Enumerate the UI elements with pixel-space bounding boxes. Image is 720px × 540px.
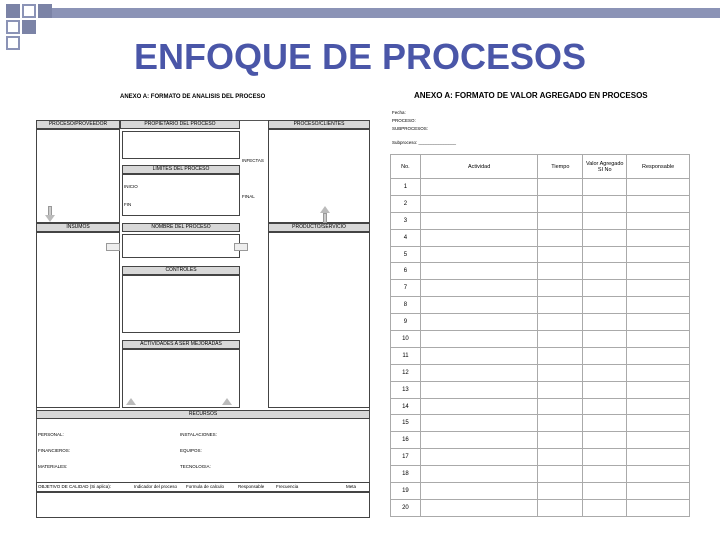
table-row — [391, 179, 690, 196]
table-cell[interactable] — [627, 179, 690, 196]
table-cell[interactable] — [538, 449, 583, 466]
label-materials: MATERIALES: — [38, 464, 68, 469]
arrow-up-icon — [320, 206, 330, 213]
limits-box — [122, 174, 240, 216]
table-cell[interactable] — [538, 314, 583, 331]
table-cell[interactable] — [583, 280, 627, 297]
decor-square — [22, 4, 36, 18]
table-cell[interactable] — [538, 499, 583, 516]
arrow-down-icon — [45, 215, 55, 222]
header-process-name: NOMBRE DEL PROCESO — [122, 223, 240, 232]
table-cell[interactable] — [420, 347, 538, 364]
table-cell[interactable] — [583, 331, 627, 348]
table-cell[interactable] — [583, 364, 627, 381]
header-resources: RECURSOS — [36, 410, 370, 419]
row-number: 4 — [391, 229, 421, 246]
label-technology: TECNOLOGIA: — [180, 464, 211, 469]
table-cell[interactable] — [420, 212, 538, 229]
header-inputs: INSUMOS — [36, 223, 120, 232]
controls-box — [122, 275, 240, 333]
objective-cells — [36, 492, 370, 518]
table-cell[interactable] — [538, 347, 583, 364]
value-added-form — [388, 88, 690, 518]
label-affects: INFECTAS — [242, 158, 264, 163]
table-cell[interactable] — [583, 246, 627, 263]
table-cell[interactable] — [420, 331, 538, 348]
row-number: 14 — [391, 398, 421, 415]
decor-bar — [52, 8, 720, 18]
table-cell[interactable] — [627, 331, 690, 348]
table-cell[interactable] — [420, 195, 538, 212]
owner-box — [122, 131, 240, 159]
table-cell[interactable] — [420, 432, 538, 449]
table-row — [391, 499, 690, 516]
table-row — [391, 364, 690, 381]
label-final: FINAL — [242, 194, 255, 199]
table-row — [391, 280, 690, 297]
table-cell[interactable] — [420, 297, 538, 314]
table-cell[interactable] — [538, 466, 583, 483]
label-indicator: Indicador del proceso — [134, 484, 178, 489]
field-subprocesses: SUBPROCESOS: — [392, 126, 429, 131]
table-row — [391, 449, 690, 466]
header-limits: LIMITES DEL PROCESO — [122, 165, 240, 174]
slide-title: ENFOQUE DE PROCESOS — [133, 36, 587, 77]
left-form-title: ANEXO A: FORMATO DE ANALISIS DEL PROCESO — [120, 94, 266, 100]
row-number: 13 — [391, 381, 421, 398]
table-cell[interactable] — [627, 195, 690, 212]
label-target: Meta — [346, 484, 357, 489]
table-cell[interactable] — [627, 347, 690, 364]
table-cell[interactable] — [538, 246, 583, 263]
table-cell[interactable] — [420, 229, 538, 246]
label-people: PERSONAL: — [38, 432, 64, 437]
table-cell[interactable] — [420, 364, 538, 381]
table-row — [391, 398, 690, 415]
table-cell[interactable] — [583, 263, 627, 280]
label-responsible: Responsable — [238, 484, 265, 489]
table-row — [391, 246, 690, 263]
table-cell[interactable] — [627, 432, 690, 449]
table-cell[interactable] — [583, 212, 627, 229]
table-cell[interactable] — [583, 466, 627, 483]
table-cell[interactable] — [627, 297, 690, 314]
inputs-area — [36, 232, 120, 408]
field-date: Fecha: — [392, 110, 406, 115]
row-number: 12 — [391, 364, 421, 381]
table-row — [391, 195, 690, 212]
table-cell[interactable] — [538, 280, 583, 297]
table-cell[interactable] — [627, 246, 690, 263]
table-row — [391, 432, 690, 449]
table-cell[interactable] — [583, 449, 627, 466]
row-number: 17 — [391, 449, 421, 466]
header-owner: PROPIETARIO DEL PROCESO — [120, 120, 240, 129]
label-formula: Formula de calculo — [186, 484, 225, 489]
row-number: 10 — [391, 331, 421, 348]
table-cell[interactable] — [627, 212, 690, 229]
arrow-up-icon — [126, 398, 136, 405]
row-number: 19 — [391, 483, 421, 500]
table-cell[interactable] — [538, 179, 583, 196]
table-cell[interactable] — [627, 449, 690, 466]
table-row — [391, 466, 690, 483]
table-row — [391, 331, 690, 348]
header-clients: PROCESO/CLIENTES — [268, 120, 370, 129]
header-supplier: PROCESO/PROVEEDOR — [36, 120, 120, 129]
label-facilities: INSTALACIONES: — [180, 432, 217, 437]
arrow-right-icon — [234, 243, 248, 251]
row-number: 16 — [391, 432, 421, 449]
row-number: 15 — [391, 415, 421, 432]
row-number: 9 — [391, 314, 421, 331]
row-number: 6 — [391, 263, 421, 280]
header-improve: ACTIVIDADES A SER MEJORADAS — [122, 340, 240, 349]
col-time: Tiempo — [538, 155, 583, 179]
row-number: 11 — [391, 347, 421, 364]
row-number: 3 — [391, 212, 421, 229]
table-cell[interactable] — [627, 381, 690, 398]
col-responsible: Responsable — [627, 155, 690, 179]
field-subprocess: Subproceso: _______________ — [392, 140, 457, 145]
table-cell[interactable] — [538, 398, 583, 415]
table-cell[interactable] — [627, 415, 690, 432]
label-equipment: EQUIPOS: — [180, 448, 202, 453]
decor-square — [38, 4, 52, 18]
table-cell[interactable] — [420, 415, 538, 432]
table-cell[interactable] — [420, 263, 538, 280]
row-number: 7 — [391, 280, 421, 297]
row-number: 2 — [391, 195, 421, 212]
table-cell[interactable] — [538, 432, 583, 449]
table-cell[interactable] — [627, 314, 690, 331]
label-financial: FINANCIEROS: — [38, 448, 71, 453]
value-added-table — [390, 154, 690, 517]
table-cell[interactable] — [627, 499, 690, 516]
table-row — [391, 483, 690, 500]
table-cell[interactable] — [538, 331, 583, 348]
table-cell[interactable] — [420, 314, 538, 331]
table-header-row — [391, 155, 690, 179]
row-number: 1 — [391, 179, 421, 196]
table-cell[interactable] — [420, 246, 538, 263]
table-cell[interactable] — [583, 347, 627, 364]
decor-square — [6, 4, 20, 18]
table-row — [391, 263, 690, 280]
row-number: 5 — [391, 246, 421, 263]
table-cell[interactable] — [420, 179, 538, 196]
table-cell[interactable] — [538, 415, 583, 432]
table-row — [391, 212, 690, 229]
outputs-area — [268, 232, 370, 408]
row-number: 20 — [391, 499, 421, 516]
label-frequency: Frecuencia — [276, 484, 299, 489]
process-name-box — [122, 234, 240, 258]
table-cell[interactable] — [420, 466, 538, 483]
row-number: 8 — [391, 297, 421, 314]
table-cell[interactable] — [420, 499, 538, 516]
field-process: PROCESO: — [392, 118, 416, 123]
label-end: FIN — [124, 202, 132, 207]
table-cell[interactable] — [627, 280, 690, 297]
table-cell[interactable] — [538, 195, 583, 212]
table-cell[interactable] — [627, 466, 690, 483]
decor-square — [6, 20, 20, 34]
table-cell[interactable] — [538, 364, 583, 381]
row-number: 18 — [391, 466, 421, 483]
arrow-shaft — [323, 213, 327, 223]
table-cell[interactable] — [627, 398, 690, 415]
table-row — [391, 415, 690, 432]
header-outputs: PRODUCTO/SERVICIO — [268, 223, 370, 232]
process-analysis-form — [36, 88, 370, 518]
label-objective: OBJETIVO DE CALIDAD (Si aplica): — [38, 484, 112, 489]
table-cell[interactable] — [538, 483, 583, 500]
table-cell[interactable] — [583, 297, 627, 314]
table-cell[interactable] — [583, 381, 627, 398]
table-cell[interactable] — [583, 314, 627, 331]
table-row — [391, 347, 690, 364]
table-cell[interactable] — [583, 229, 627, 246]
table-cell[interactable] — [583, 483, 627, 500]
col-value-added: Valor Agregado SI No — [583, 155, 627, 179]
table-cell[interactable] — [538, 229, 583, 246]
label-start: INICIO — [124, 184, 138, 189]
header-controls: CONTROLES — [122, 266, 240, 275]
table-cell[interactable] — [583, 398, 627, 415]
arrow-right-icon — [106, 243, 120, 251]
right-form-title: ANEXO A: FORMATO DE VALOR AGREGADO EN PROCESOS — [414, 91, 648, 100]
table-cell[interactable] — [420, 483, 538, 500]
table-cell[interactable] — [420, 280, 538, 297]
table-cell[interactable] — [420, 398, 538, 415]
table-cell[interactable] — [420, 449, 538, 466]
table-cell[interactable] — [627, 229, 690, 246]
table-cell[interactable] — [538, 381, 583, 398]
table-cell[interactable] — [583, 195, 627, 212]
table-cell[interactable] — [583, 179, 627, 196]
table-cell[interactable] — [627, 483, 690, 500]
table-cell[interactable] — [538, 212, 583, 229]
table-cell[interactable] — [583, 415, 627, 432]
table-cell[interactable] — [420, 381, 538, 398]
clients-area — [268, 129, 370, 223]
table-cell[interactable] — [583, 499, 627, 516]
table-cell[interactable] — [627, 364, 690, 381]
table-row — [391, 297, 690, 314]
table-cell[interactable] — [583, 432, 627, 449]
table-cell[interactable] — [538, 263, 583, 280]
table-row — [391, 314, 690, 331]
col-no: No. — [391, 155, 421, 179]
table-cell[interactable] — [538, 297, 583, 314]
table-row — [391, 229, 690, 246]
table-cell[interactable] — [627, 263, 690, 280]
decor-square — [22, 20, 36, 34]
arrow-up-icon — [222, 398, 232, 405]
col-activity: Actividad — [420, 155, 538, 179]
table-row — [391, 381, 690, 398]
